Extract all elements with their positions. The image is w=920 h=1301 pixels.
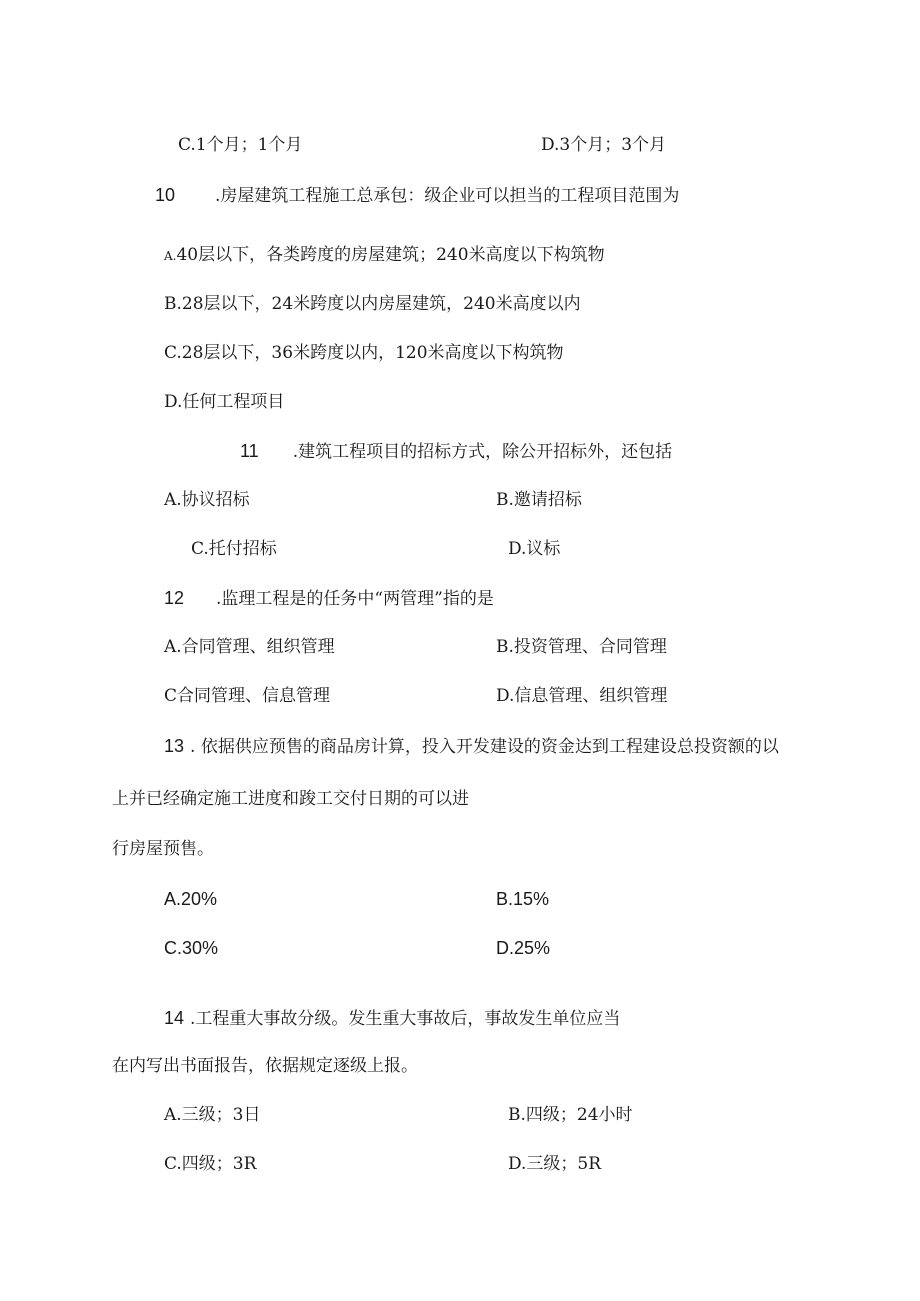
q10-option-b: B.28层以下，24米跨度以内房屋建筑，240米高度以内 (164, 294, 581, 314)
q9-option-c: C.1个月；1个月 (178, 135, 303, 155)
question-13 (164, 735, 779, 758)
q10-option-d: D.任何工程项目 (164, 392, 285, 412)
question-10-number: 10 (155, 185, 176, 205)
q10-option-a-text: 40层以下，各类跨度的房屋建筑；240米高度以下构筑物 (176, 245, 605, 265)
q10-option-c: C.28层以下，36米跨度以内，120米高度以下构筑物 (164, 343, 564, 363)
q13-option-d: D.25% (496, 938, 551, 958)
q11-option-b: B.邀请招标 (496, 490, 582, 510)
question-11-number: 11 (240, 441, 259, 461)
question-10-text: .房屋建筑工程施工总承包：级企业可以担当的工程项目范围为 (215, 186, 680, 206)
q14-option-c: C.四级；3R (164, 1154, 257, 1174)
q10-option-a-letter: A. (164, 249, 177, 263)
q12-option-b: B.投资管理、合同管理 (496, 637, 667, 657)
q12-option-a: A.合同管理、组织管理 (164, 637, 335, 657)
question-14 (164, 1007, 620, 1030)
q10-option-a (164, 244, 605, 267)
question-13-text-line-2: 上并已经确定施工进度和踆工交付日期的可以进 (112, 789, 469, 809)
q14-option-d: D.三级；5R (508, 1154, 602, 1174)
question-10 (155, 184, 679, 207)
q9-option-d: D.3个月；3个月 (541, 135, 667, 155)
question-13-number: 13 (164, 736, 185, 756)
question-11 (240, 440, 672, 463)
q14-option-b: B.四级；24小时 (508, 1105, 633, 1125)
q11-option-a: A.协议招标 (164, 490, 250, 510)
question-12-number: 12 (164, 588, 185, 608)
q12-option-d: D.信息管理、组织管理 (496, 686, 668, 706)
question-14-text-line-2: 在内写出书面报告，依据规定逐级上报。 (112, 1056, 418, 1076)
question-14-number: 14 (164, 1008, 185, 1028)
question-12-text: .监理工程是的任务中“两管理”指的是 (216, 589, 494, 609)
q11-option-c: C.托付招标 (191, 539, 277, 559)
q12-option-c: C合同管理、信息管理 (164, 686, 331, 706)
q11-option-d: D.议标 (508, 539, 561, 559)
question-12 (164, 587, 494, 610)
question-11-text: .建筑工程项目的招标方式，除公开招标外，还包括 (292, 442, 673, 462)
q14-option-a: A.三级；3日 (164, 1105, 261, 1125)
question-14-text-line-1: .工程重大事故分级。发生重大事故后，事故发生单位应当 (190, 1009, 621, 1029)
q13-option-c: C.30% (164, 938, 219, 958)
question-13-text-line-3: 行房屋预售。 (112, 839, 214, 859)
question-13-text-line-1: . 依据供应预售的商品房计算，投入开发建设的资金达到工程建设总投资额的以 (190, 737, 779, 757)
q13-option-b: B.15% (496, 889, 550, 909)
q13-option-a: A.20% (164, 889, 218, 909)
